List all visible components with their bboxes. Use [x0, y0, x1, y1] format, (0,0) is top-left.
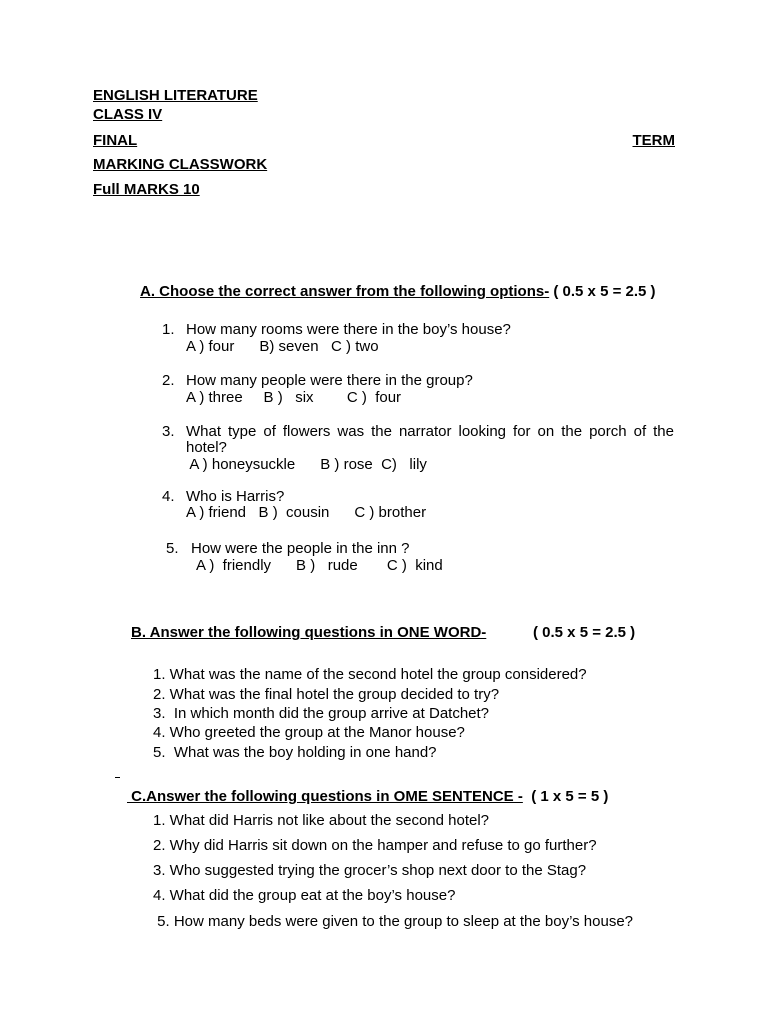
question-options: A ) three B ) six C ) four	[186, 389, 402, 406]
question-text: 5. What was the boy holding in one hand?	[153, 744, 437, 761]
final-label: FINAL	[93, 132, 138, 149]
question-text: 1. What was the name of the second hotel the group considered?	[153, 666, 587, 683]
question-number: 2.	[162, 372, 175, 389]
question-text: 3. In which month did the group arrive at Datchet?	[153, 705, 490, 722]
section-c-title: C.Answer the following questions in OME SENTENCE -	[127, 788, 523, 805]
section-a-title: A. Choose the correct answer from the following options-	[140, 283, 550, 300]
question-text: 2. What was the final hotel the group decided to try?	[153, 686, 500, 703]
term-label: TERM	[632, 132, 675, 149]
final-term-line	[93, 132, 675, 149]
question-text-continued: hotel?	[186, 439, 227, 456]
question-text: How many people were there in the group?	[186, 372, 473, 389]
question-options: A ) honeysuckle B ) rose C) lily	[186, 456, 427, 473]
question-text: 4. What did the group eat at the boy’s house?	[153, 887, 456, 904]
question-text: What type of flowers was the narrator looking for on the porch of the	[186, 423, 674, 440]
question-text: How many rooms were there in the boy’s house?	[186, 321, 511, 338]
question-text: How were the people in the inn ?	[191, 540, 410, 557]
question-text: 4. Who greeted the group at the Manor house?	[153, 724, 465, 741]
question-number: 5.	[166, 540, 179, 557]
question-options: A ) four B) seven C ) two	[186, 338, 379, 355]
section-c-marks: ( 1 x 5 = 5 )	[522, 788, 609, 805]
question-text: 3. Who suggested trying the grocer’s shop next door to the Stag?	[153, 862, 587, 879]
section-b-heading	[131, 624, 486, 641]
full-marks-heading: Full MARKS 10	[93, 181, 200, 198]
subject-heading: ENGLISH LITERATURE	[93, 87, 258, 104]
section-b-title: B. Answer the following questions in ONE WORD-	[131, 624, 487, 641]
question-options: A ) friendly B ) rude C ) kind	[196, 557, 443, 574]
question-text: Who is Harris?	[186, 488, 285, 505]
marking-heading: MARKING CLASSWORK	[93, 156, 268, 173]
section-c-heading	[127, 788, 608, 805]
question-text: 5. How many beds were given to the group to sleep at the boy’s house?	[153, 913, 634, 930]
question-number: 4.	[162, 488, 175, 505]
section-b-marks: ( 0.5 x 5 = 2.5 )	[533, 624, 636, 641]
question-text: 2. Why did Harris sit down on the hamper and refuse to go further?	[153, 837, 597, 854]
section-a-heading	[140, 283, 656, 300]
stray-mark	[115, 777, 120, 778]
question-text: 1. What did Harris not like about the second hotel?	[153, 812, 490, 829]
question-number: 3.	[162, 423, 175, 440]
class-heading: CLASS IV	[93, 106, 163, 123]
question-number: 1.	[162, 321, 175, 338]
question-options: A ) friend B ) cousin C ) brother	[186, 504, 427, 521]
section-a-marks: ( 0.5 x 5 = 2.5 )	[549, 283, 656, 300]
